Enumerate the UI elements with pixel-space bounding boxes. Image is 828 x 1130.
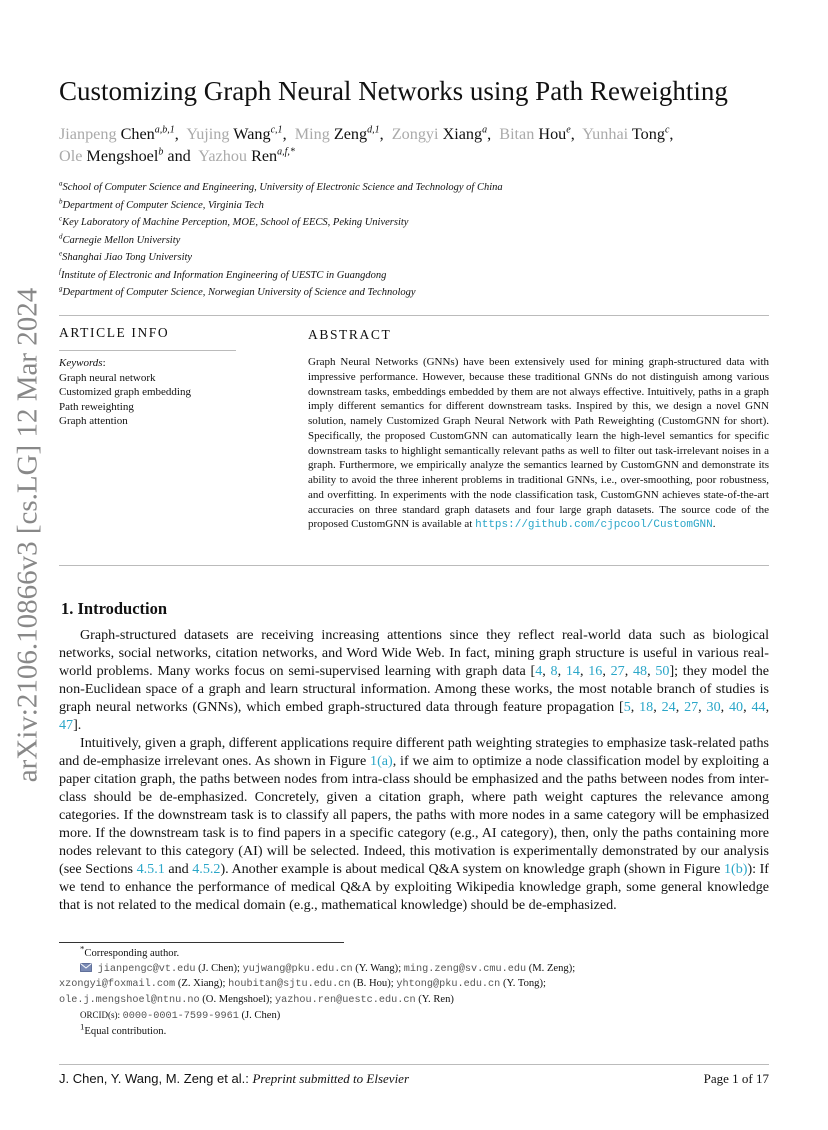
email[interactable]: jianpengc@vt.edu [97, 963, 196, 975]
citation-link[interactable]: 50 [655, 663, 670, 679]
author: Yazhou Ren$^{a,f,*}$ [198, 146, 295, 165]
introduction-body [59, 626, 769, 914]
citation-link[interactable]: 27 [610, 663, 625, 679]
email[interactable]: ming.zeng@sv.cmu.edu [403, 963, 527, 975]
citation-link[interactable]: 44 [751, 699, 766, 715]
figure-link[interactable]: 1(a) [370, 753, 393, 769]
affiliation: $^b$Department of Computer Science, Virginia Tech [59, 197, 264, 211]
footnote-divider [59, 942, 344, 943]
citation-link[interactable]: 14 [565, 663, 580, 679]
keyword: Customized graph embedding [59, 386, 191, 399]
paragraph: Graph-structured datasets are receiving increasing attentions since they reflect real-world data such as biological networks, social networks, citation networks, and Word Wide Web. In fact, mining graph structure is useful in various real-world problems. Many works focus on semi-supervised learning with graph data [4, 8, 14, 16, 27, 48, 50]; they model the non-Euclidean space of a graph and learn structural information. Among these works, the most notable branch of studies is graph neural networks (GNNs), which embed graph-structured data through feature propagation [5, 18, 24, 27, 30, 40, 44, 47]. [59, 627, 770, 733]
author: Yujing Wang$^{c,1}$, [186, 124, 287, 143]
email[interactable]: houbitan@sjtu.edu.cn [228, 979, 351, 991]
affiliation: $^g$Department of Computer Science, Norwegian University of Science and Technology [59, 284, 416, 298]
citation-link[interactable]: 18 [639, 699, 654, 715]
author: Yunhai Tong$^c$, [582, 124, 674, 143]
abstract-heading: ABSTRACT [308, 327, 392, 342]
email[interactable]: yazhou.ren@uestc.edu.cn [274, 994, 416, 1006]
footer-divider [59, 1064, 769, 1065]
divider [59, 565, 769, 566]
running-footer: J. Chen, Y. Wang, M. Zeng et al.: Preprint submitted to Elsevier [59, 1071, 410, 1086]
section-link[interactable]: 4.5.1 [136, 861, 165, 877]
figure-link[interactable]: 1(b) [723, 861, 748, 877]
email-icon [80, 963, 92, 972]
citation-link[interactable]: 30 [706, 699, 721, 715]
paper-title: Customizing Graph Neural Networks using Path Reweighting [59, 76, 728, 106]
section-link[interactable]: 4.5.2 [192, 861, 221, 877]
arxiv-side-label [8, 255, 48, 815]
keyword: Path reweighting [59, 400, 134, 413]
page-number: Page 1 of 17 [703, 1071, 769, 1086]
orcid-line: ORCID(s): 0000-0001-7599-9961 (J. Chen) [80, 1010, 281, 1023]
affiliation: $^a$School of Computer Science and Engineering, University of Electronic Science and Technology of China [59, 179, 503, 193]
citation-link[interactable]: 27 [684, 699, 699, 715]
section-heading: 1. Introduction [61, 599, 168, 618]
affiliation: $^e$Shanghai Jiao Tong University [59, 249, 193, 263]
code-link[interactable]: https://github.com/cjpcool/CustomGNN [475, 519, 713, 532]
citation-link[interactable]: 40 [729, 699, 744, 715]
abstract-body: Graph Neural Networks (GNNs) have been extensively used for mining graph-structured data with impressive performance. However, because these traditional GNNs do not distinguish among various downstream tasks, embeddings embedded by them are not always effective. Intuitively, paths in a graph imply different semantics for different downstream tasks. Inspired by this, we design a novel GNN solution, namely Customized Graph Neural Network with Path Reweighting (CustomGNN for short). Specifically, the proposed CustomGNN can automatically learn the high-level semantics for specific downstream tasks to highlight semantically relevant paths as well to filter out task-irrelevant noises in a graph. Furthermore, we empirically analyze the semantics learned by CustomGNN and demonstrate its ability to avoid the three inherent problems in traditional GNNs, i.e., over-smoothing, poor robustness, and overfitting. In experiments with the node classification task, CustomGNN achieves state-of-the-art accuracies on three standard graph datasets and four large graph datasets. The source code of the proposed CustomGNN is available at https://github.com/cjpcool/CustomGNN. [308, 356, 769, 532]
divider [59, 350, 236, 351]
footnotes [59, 943, 769, 1040]
citation-link[interactable]: 24 [661, 699, 676, 715]
arxiv-id: arXiv:2106.10866v3 [cs.LG] 12 Mar 2024 [11, 287, 44, 783]
citation-link[interactable]: 48 [632, 663, 648, 679]
email[interactable]: ole.j.mengshoel@ntnu.no [59, 994, 200, 1006]
equal-contribution-note: $^1$Equal contribution. [80, 1021, 167, 1037]
keywords-label: Keywords [59, 357, 103, 369]
affiliation: $^c$Key Laboratory of Machine Perception, MOE, School of EECS, Peking University [59, 214, 409, 228]
affiliation: $^f$Institute of Electronic and Information Engineering of UESTC in Guangdong [59, 267, 387, 281]
author-list [59, 123, 779, 167]
author: Bitan Hou$^e$, [499, 124, 575, 143]
citation-link[interactable]: 5 [623, 699, 631, 715]
article-info-heading: ARTICLE INFO [59, 325, 170, 340]
citation-link[interactable]: 16 [588, 663, 603, 679]
citation-link[interactable]: 47 [59, 717, 74, 733]
email[interactable]: yhtong@pku.edu.cn [396, 979, 501, 991]
paragraph: Intuitively, given a graph, different applications require different path weighting strategies to emphasize task-related paths and de-emphasize irrelevant ones. As shown in Figure 1(a), if we aim to optimize a node classification model by exploiting a paper citation graph, the paths between nodes from intra-class should be emphasized and the paths between nodes from inter-class should be de-emphasized. Concretely, given a citation graph, where path weight captures the relevance among categories. If the downstream task is to classify all papers, the paths with more nodes in a same category will be emphasized more. If the downstream task is to find papers in a specific category (e.g., AI category), then, only the paths containing more nodes relevant to this category (AI) will be selected. Indeed, this motivation is experimentally demonstrated by our analysis (see Sections 4.5.1 and 4.5.2). Another example is about medical Q&A system on knowledge graph (shown in Figure 1(b)): If we tend to enhance the performance of medical Q&A by exploiting Wikipedia knowledge graph, some general knowledge that is not related to the medical domain (e.g., mathematical knowledge) should be de-emphasized. [59, 735, 770, 913]
affiliation: $^d$Carnegie Mellon University [59, 232, 181, 246]
divider [59, 315, 769, 316]
keyword: Graph attention [59, 415, 128, 428]
keyword: Graph neural network [59, 371, 156, 384]
author: Ole Mengshoel$^b$ and [59, 146, 191, 165]
keywords: Keywords: Graph neural network Customized graph embedding Path reweighting Graph attention [59, 357, 191, 428]
corresponding-note: *Corresponding author. [80, 943, 180, 959]
citation-link[interactable]: 8 [550, 663, 558, 679]
email-list: jianpengc@vt.edu (J. Chen); yujwang@pku.edu.cn (Y. Wang); ming.zeng@sv.cmu.edu (M. Zeng); xzongyi@foxmail.com (Z. Xiang); houbitan@sjtu.edu.cn (B. Hou); yhtong@pku.edu.cn (Y. Tong); ole.j.mengshoel@ntnu.no (O. Mengshoel); yazhou.ren@uestc.edu.cn (Y. Ren) [59, 962, 576, 1006]
author: Jianpeng Chen$^{a,b,1}$, [59, 124, 179, 143]
author: Zongyi Xiang$^a$, [391, 124, 492, 143]
email[interactable]: yujwang@pku.edu.cn [242, 963, 353, 975]
citation-link[interactable]: 4 [535, 663, 543, 679]
orcid[interactable]: 0000-0001-7599-9961 [122, 1011, 239, 1023]
author: Ming Zeng$^{d,1}$, [294, 124, 384, 143]
email[interactable]: xzongyi@foxmail.com [59, 979, 176, 991]
